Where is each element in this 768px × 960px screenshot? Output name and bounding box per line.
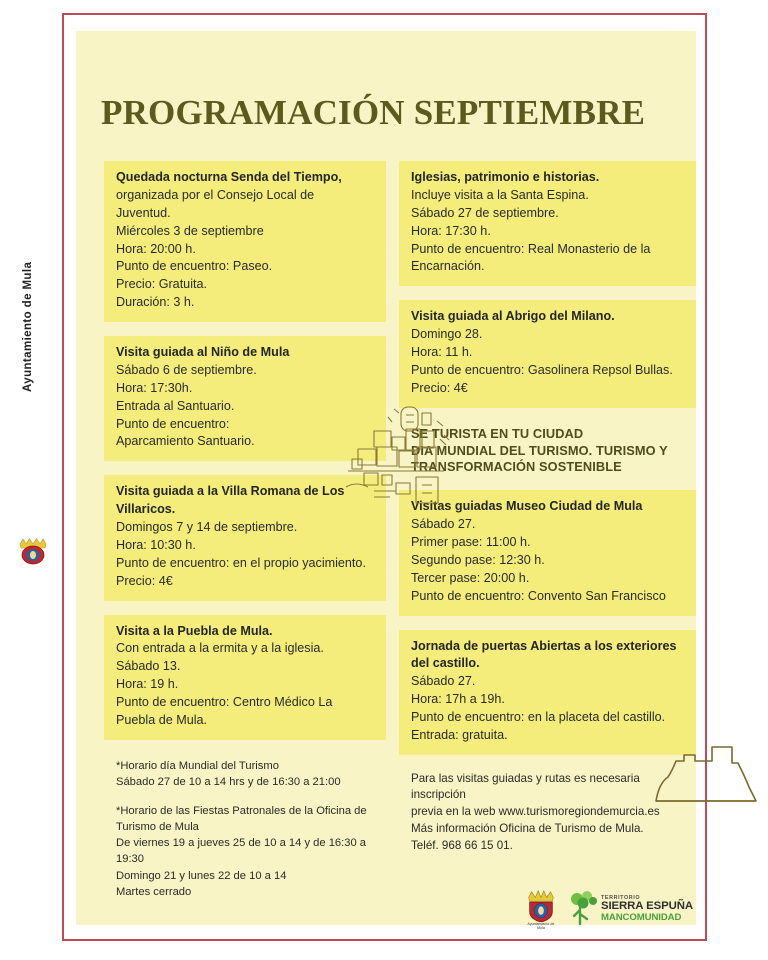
- event-line: Hora: 17:30h.: [116, 380, 193, 395]
- event-heading: Visita a la Puebla de Mula.: [116, 623, 273, 638]
- event-line: Sábado 27 de septiembre.: [411, 205, 559, 220]
- side-organization-label: Ayuntamiento de Mula: [22, 261, 34, 392]
- booking-info: [399, 769, 696, 854]
- event-line: Sábado 13.: [116, 659, 181, 674]
- note-spacer: [116, 790, 374, 803]
- event-heading: Visitas guiadas Museo Ciudad de Mula: [411, 499, 643, 514]
- event-line: Hora: 10:30 h.: [116, 537, 196, 552]
- event-heading: Visita guiada a la Villa Romana de Los Villaricos.: [116, 484, 345, 517]
- event-heading: Jornada de puertas Abiertas a los exteriores del castillo.: [411, 638, 677, 671]
- event-line: Precio: 4€: [116, 573, 173, 588]
- event-line: Punto de encuentro: Paseo.: [116, 259, 273, 274]
- ayuntamiento-logo: [524, 888, 558, 930]
- logo-row: [524, 881, 699, 937]
- event-heading: Visita guiada al Niño de Mula: [116, 345, 290, 359]
- sierra-line-3: MANCOMUNIDAD: [601, 911, 682, 923]
- event-card-puebla-de-mula: [104, 615, 386, 740]
- info-line: previa en la web www.turismoregiondemurcia.es: [411, 805, 660, 819]
- event-heading: Visita guiada al Abrigo del Milano.: [411, 309, 615, 324]
- event-line: Domingo 28.: [411, 327, 483, 342]
- banner-line: SE TURISTA EN TU CIUDAD: [411, 425, 584, 441]
- event-line: Hora: 19 h.: [116, 677, 179, 692]
- event-line: Juventud.: [116, 205, 171, 220]
- event-line: Punto de encuentro:: [116, 416, 230, 431]
- event-heading: Quedada nocturna Senda del Tiempo,: [116, 170, 342, 184]
- event-line: Con entrada a la ermita y a la iglesia.: [116, 641, 324, 656]
- sierra-wordmark: [601, 896, 693, 922]
- event-card-abrigo-del-milano: [399, 300, 696, 407]
- event-line: Punto de encuentro: Centro Médico La Puebla de Mula.: [116, 695, 333, 727]
- event-line: Hora: 17h a 19h.: [411, 692, 505, 707]
- banner-line: TRANSFORMACIÓN SOSTENIBLE: [411, 459, 622, 475]
- event-line: Tercer pase: 20:00 h.: [411, 570, 530, 585]
- note-line: De viernes 19 a jueves 25 de 10 a 14 y de 16:30 a 19:30: [116, 837, 367, 866]
- event-line: Entrada al Santuario.: [116, 398, 235, 413]
- event-line: Sábado 27.: [411, 674, 476, 689]
- event-line: Punto de encuentro: en el propio yacimiento.: [116, 555, 366, 570]
- note-line: Martes cerrado: [116, 885, 192, 898]
- event-line: Primer pase: 11:00 h.: [411, 535, 531, 550]
- event-card-nino-de-mula: [104, 336, 386, 461]
- sierra-espuna-logo: [568, 890, 693, 928]
- event-card-villa-romana: [104, 475, 386, 600]
- event-line: Entrada: gratuita.: [411, 727, 508, 742]
- event-line: Incluye visita a la Santa Espina.: [411, 187, 589, 202]
- event-line: Precio: Gratuita.: [116, 277, 207, 292]
- event-line: Segundo pase: 12:30 h.: [411, 552, 545, 567]
- ayuntamiento-crest-icon: [524, 888, 558, 922]
- poster-panel: [76, 31, 696, 925]
- event-line: Punto de encuentro: Convento San Francisco: [411, 588, 666, 603]
- note-line: Domingo 21 y lunes 22 de 10 a 14: [116, 869, 287, 882]
- event-line: Hora: 20:00 h.: [116, 241, 196, 256]
- sierra-line-2: SIERRA ESPUÑA: [601, 900, 693, 913]
- event-card-museo-ciudad-de-mula: [399, 490, 696, 615]
- info-line: Para las visitas guiadas y rutas es necesaria inscripción: [411, 771, 640, 802]
- tree-icon: [568, 890, 598, 928]
- schedule-notes: [104, 754, 386, 900]
- mula-coat-of-arms-icon: [17, 535, 49, 565]
- event-line: Miércoles 3 de septiembre: [116, 223, 264, 238]
- event-line: Punto de encuentro: Gasolinera Repsol Bullas.: [411, 362, 673, 377]
- event-line: Aparcamiento Santuario.: [116, 434, 255, 449]
- sierra-line-1: TERRITORIO: [601, 894, 641, 901]
- event-line: Punto de encuentro: Real Monasterio de la Encarnación.: [411, 241, 651, 274]
- event-card-castillo-puertas-abiertas: [399, 630, 696, 755]
- event-line: Domingos 7 y 14 de septiembre.: [116, 520, 298, 534]
- event-line: Duración: 3 h.: [116, 295, 195, 310]
- event-heading: Iglesias, patrimonio e historias.: [411, 170, 600, 184]
- page-title: PROGRAMACIÓN SEPTIEMBRE: [101, 93, 646, 132]
- side-strip: [0, 0, 62, 960]
- crest-caption: Ayuntamiento de Mula: [527, 922, 555, 930]
- poster-frame: [62, 13, 707, 941]
- right-column: [399, 161, 696, 854]
- event-line: Precio: 4€: [411, 380, 468, 395]
- left-column: [104, 161, 386, 900]
- event-line: Punto de encuentro: en la placeta del castillo.: [411, 710, 666, 725]
- banner-line: DIA MUNDIAL DEL TURISMO. TURISMO Y: [411, 442, 668, 458]
- info-line: Más información Oficina de Turismo de Mula.: [411, 821, 644, 835]
- event-line: Hora: 17:30 h.: [411, 223, 491, 238]
- event-line: organizada por el Consejo Local de: [116, 187, 315, 202]
- event-card-quedada-nocturna: [104, 161, 386, 322]
- note-line: *Horario día Mundial del Turismo: [116, 759, 279, 772]
- event-line: Sábado 27.: [411, 517, 476, 532]
- note-line: Sábado 27 de 10 a 14 hrs y de 16:30 a 21:00: [116, 775, 341, 788]
- world-tourism-day-banner: [399, 422, 696, 483]
- note-line: *Horario de las Fiestas Patronales de la Oficina de Turismo de Mula: [116, 805, 367, 834]
- info-line: Teléf. 968 66 15 01.: [411, 838, 513, 852]
- event-line: Sábado 6 de septiembre.: [116, 362, 257, 377]
- event-line: Hora: 11 h.: [411, 345, 473, 359]
- event-card-iglesias-patrimonio: [399, 161, 696, 286]
